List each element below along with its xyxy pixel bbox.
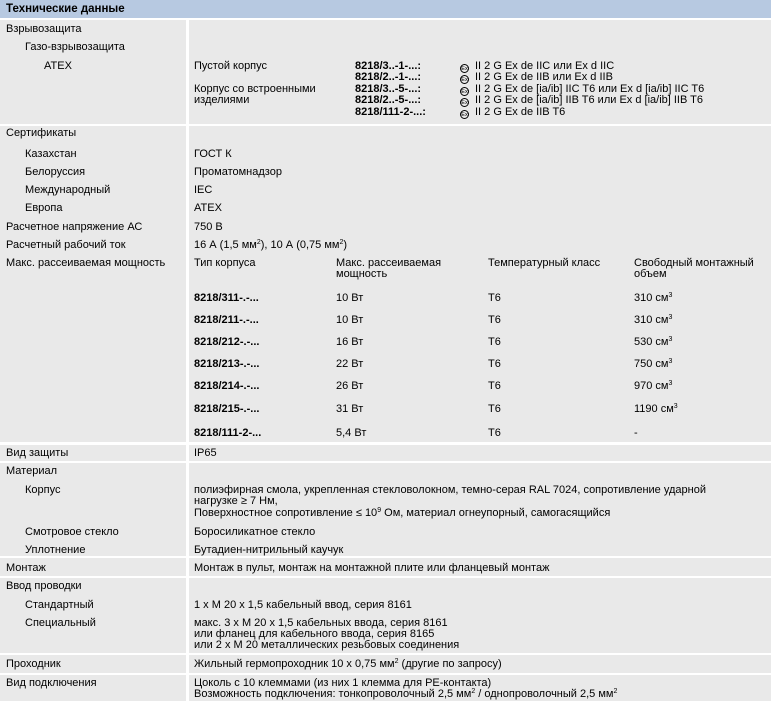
row-housing-type: 8218/111-2-... <box>194 427 262 439</box>
housing-built-label-2: изделиями <box>194 94 250 106</box>
row-volume: 310 $см^3$ <box>634 292 673 304</box>
housing-material-line3: Поверхностное сопротивление ≤ $10^9$ Ом, материал огнеупорный, самогасящийся <box>194 507 611 519</box>
atex-marking: Ex II 2 G Ex de IIB T6 <box>461 106 566 118</box>
ex-icon: Ex <box>461 89 468 95</box>
section-header: Технические данные <box>0 0 771 18</box>
cert-value: IEC <box>194 184 213 196</box>
row-power: 31 Вт <box>336 403 364 415</box>
atex-marking: Ex II 2 G Ex de [ia/ib] IIC T6 или Ex d [ia/ib] IIC T6 <box>461 83 705 95</box>
glass-label: Смотровое стекло <box>25 526 119 538</box>
wiring-special-line1: макс. 3 x M 20 x 1,5 кабельных ввода, серия 8161 <box>194 617 448 629</box>
seal-label: Уплотнение <box>25 544 86 556</box>
connection-line2: Возможность подключения: тонкопроволочный 2,5 $мм^2$ / однопроволочный 2,5 $мм^2$ <box>194 688 618 700</box>
row-power: 10 Вт <box>336 292 364 304</box>
row-volume: 530 $см^3$ <box>634 336 673 348</box>
cert-value: ГОСТ К <box>194 148 232 160</box>
atex-code: 8218/3..-1-...: <box>355 60 422 72</box>
col-header-volume-2: объем <box>634 268 667 280</box>
row-volume: 970 $см^3$ <box>634 380 673 392</box>
row-temp-class: Т6 <box>488 292 501 304</box>
protection-value: IP65 <box>194 447 217 459</box>
wiring-standard-value: 1 x M 20 x 1,5 кабельный ввод, серия 8161 <box>194 599 412 611</box>
row-power: 10 Вт <box>336 314 364 326</box>
atex-code: 8218/2..-1-...: <box>355 71 422 83</box>
seal-value: Бутадиен-нитрильный каучук <box>194 544 344 556</box>
row-temp-class: Т6 <box>488 358 501 370</box>
cert-country: Международный <box>25 184 111 196</box>
col-header-power-2: мощность <box>336 268 388 280</box>
col-header-type: Тип корпуса <box>194 257 256 269</box>
cert-country: Казахстан <box>25 148 77 160</box>
certificates-label: Сертификаты <box>6 127 77 139</box>
col-header-volume: Свободный монтажный <box>634 257 754 269</box>
col-header-temp: Температурный класс <box>488 257 601 269</box>
row-housing-type: 8218/213-.-... <box>194 358 260 370</box>
glass-value: Боросиликатное стекло <box>194 526 316 538</box>
housing-material-label: Корпус <box>25 484 61 496</box>
ex-icon: Ex <box>461 66 468 72</box>
row-power: 26 Вт <box>336 380 364 392</box>
connection-label: Вид подключения <box>6 677 97 689</box>
housing-built-label-1: Корпус со встроенными <box>194 83 316 95</box>
wiring-label: Ввод проводки <box>6 580 82 592</box>
voltage-value: 750 В <box>194 221 223 233</box>
col-header-power: Макс. рассеиваемая <box>336 257 442 269</box>
atex-code: 8218/3..-5-...: <box>355 83 422 95</box>
dissipation-label: Макс. рассеиваемая мощность <box>6 257 166 269</box>
wiring-standard-label: Стандартный <box>25 599 94 611</box>
mounting-value: Монтаж в пульт, монтаж на монтажной плите или фланцевый монтаж <box>194 562 550 574</box>
row-housing-type: 8218/214-.-... <box>194 380 260 392</box>
row-volume: 750 $см^3$ <box>634 358 673 370</box>
housing-material-line1: полиэфирная смола, укрепленная стекловолокном, темно-серая RAL 7024, сопротивление ударной <box>194 484 706 496</box>
row-volume: - <box>634 427 638 439</box>
current-label: Расчетный рабочий ток <box>6 239 126 251</box>
row-temp-class: Т6 <box>488 314 501 326</box>
row-temp-class: Т6 <box>488 427 501 439</box>
atex-marking: Ex II 2 G Ex de [ia/ib] IIB T6 или Ex d [ia/ib] IIB T6 <box>461 94 704 106</box>
row-housing-type: 8218/212-.-... <box>194 336 260 348</box>
row-power: 16 Вт <box>336 336 364 348</box>
wiring-special-label: Специальный <box>25 617 96 629</box>
material-label: Материал <box>6 465 57 477</box>
row-housing-type: 8218/215-.-... <box>194 403 260 415</box>
bushing-value: Жильный гермопроходник 10 x 0,75 $мм^2$ (другие по запросу) <box>194 658 502 670</box>
cert-value: ATEX <box>194 202 222 214</box>
ex-icon: Ex <box>461 100 468 106</box>
cert-country: Европа <box>25 202 63 214</box>
row-power: 22 Вт <box>336 358 364 370</box>
wiring-special-line3: или 2 x M 20 металлических резьбовых соединения <box>194 639 460 651</box>
gas-explosion-label: Газо-взрывозащита <box>25 41 125 53</box>
row-temp-class: Т6 <box>488 403 501 415</box>
row-housing-type: 8218/211-.-... <box>194 314 259 326</box>
housing-empty-label: Пустой корпус <box>194 60 268 72</box>
row-temp-class: Т6 <box>488 380 501 392</box>
protection-label: Вид защиты <box>6 447 69 459</box>
atex-label: ATEX <box>44 60 72 72</box>
atex-code: 8218/2..-5-...: <box>355 94 422 106</box>
cert-value: Проматомнадзор <box>194 166 282 178</box>
ex-icon: Ex <box>461 112 468 118</box>
atex-marking: Ex II 2 G Ex de IIB или Ex d IIB <box>461 71 613 83</box>
row-volume: 310 $см^3$ <box>634 314 673 326</box>
connection-line1: Цоколь с 10 клеммами (из них 1 клемма для PE-контакта) <box>194 677 492 689</box>
bushing-label: Проходник <box>6 658 61 670</box>
cert-country: Белоруссия <box>25 166 86 178</box>
atex-marking: Ex II 2 G Ex de IIC или Ex d IIC <box>461 60 615 72</box>
mounting-label: Монтаж <box>6 562 46 574</box>
current-value: 16 А (1,5 $мм^2$), 10 А (0,75 $мм^2$) <box>194 239 348 251</box>
explosion-label: Взрывозащита <box>6 23 82 35</box>
wiring-special-line2: или фланец для кабельного ввода, серия 8165 <box>194 628 435 640</box>
atex-code: 8218/111-2-...: <box>355 106 426 118</box>
row-housing-type: 8218/311-.-... <box>194 292 259 304</box>
row-power: 5,4 Вт <box>336 427 367 439</box>
housing-material-line2: нагрузке ≥ 7 Нм, <box>194 495 278 507</box>
row-volume: 1190 $см^3$ <box>634 403 678 415</box>
ex-icon: Ex <box>461 77 468 83</box>
voltage-label: Расчетное напряжение АС <box>6 221 143 233</box>
row-temp-class: Т6 <box>488 336 501 348</box>
